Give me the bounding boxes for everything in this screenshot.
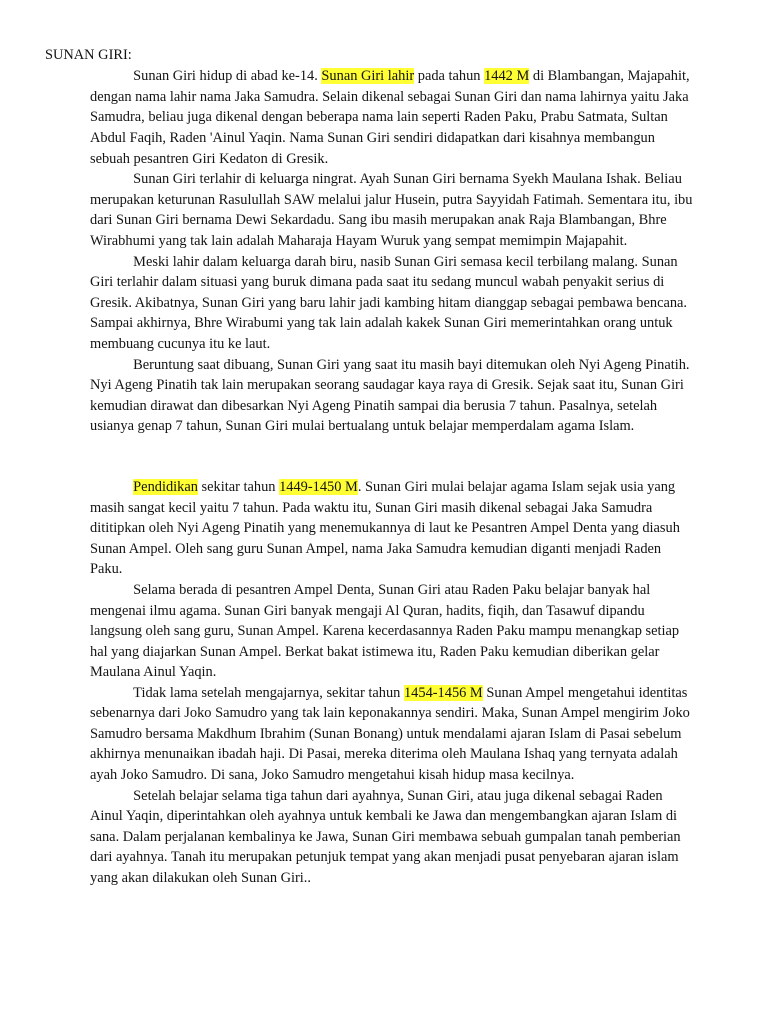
text-segment: pada tahun [414,68,485,84]
text-segment: membuang cucunya itu ke laut. [90,336,271,352]
text-line [90,725,681,743]
text-segment: dititipkan oleh Nyi Ageng Pinatih yang menemukannya di laut ke Pesantren Ampel Denta yang diasuh [90,520,680,536]
text-line [90,129,655,147]
text-segment: Tidak lama setelah mengajarnya, sekitar tahun [90,685,404,701]
text-segment [90,479,133,495]
text-line [90,108,668,126]
text-line [90,417,634,435]
text-line [90,581,650,599]
text-line [90,560,122,578]
text-segment: kemudian dirawat dan dibesarkan Nyi Ageng Pinatih sampai dia berusia 7 tahun. Pasalnya, setelah [90,398,658,414]
text-segment: Paku. [90,561,123,577]
highlighted-text: 1454-1456 M [403,685,483,701]
highlighted-text: 1449-1450 M [279,479,358,495]
text-segment: Meski lahir dalam keluarga darah biru, nasib Sunan Giri semasa kecil terbilang malang. Sunan [90,254,678,270]
text-line [90,602,645,620]
text-segment: Giri terlahir dalam situasi yang buruk dimana pada saat itu sedang muncul wabah penyakit serius di [90,274,665,290]
text-line [90,273,664,291]
text-segment: hal yang diajarkan Sunan Ampel. Berkat bakat istimewa itu, Raden Paku kemudian diberikan gelar [90,644,660,660]
text-segment: Sunan Ampel mengetahui identitas [482,685,688,701]
text-line [90,519,680,537]
text-line [90,704,690,722]
text-line [90,478,675,496]
text-line [90,88,689,106]
text-segment: langsung oleh sang guru, Sunan Ampel. Karena kecerdasannya Raden Paku mampu menangkap setiap [90,623,680,639]
text-line [90,745,678,763]
text-segment: Sampai akhirnya, Bhre Wirabumi yang tak lain adalah kakek Sunan Giri memerintahkan orang untuk [90,315,673,331]
text-segment: sebenarnya dari Joko Samudro yang tak lain keponakannya sendiri. Maka, Sunan Ampel mengirim Joko [90,705,690,721]
text-line [90,397,657,415]
text-line [90,622,679,640]
highlighted-text: Pendidikan [133,479,198,495]
text-line [90,643,659,661]
text-segment: dari Sunan Giri bernama Dewi Sekardadu. Sang ibu masih merupakan anak Raja Blambangan, Bhre [90,212,667,228]
text-line [90,663,216,681]
text-segment: dengan nama lahir nama Jaka Samudra. Selain dikenal sebagai Sunan Giri dan nama lahirnya yaitu Jaka [90,89,689,105]
highlighted-text: 1442 M [484,68,530,84]
text-line [90,67,690,85]
text-segment: Sunan Ampel. Oleh sang guru Sunan Ampel, nama Jaka Samudra kemudian diganti menjadi Raden [90,541,662,557]
text-segment: sekitar tahun [197,479,280,495]
text-segment: Samudro bersama Makdhum Ibrahim (Sunan Bonang) untuk mendalami ajaran Islam di Pasai sebelum [90,726,682,742]
text-segment: mengenai ilmu agama. Sunan Giri banyak mengaji Al Quran, hadits, fiqih, dan Tasawuf dipandu [90,603,645,619]
text-line [90,766,574,784]
text-segment: Sunan Giri hidup di abad ke-14. [90,68,322,84]
text-line [90,376,684,394]
text-segment: Samudra, beliau juga dikenal dengan beberapa nama lain seperti Raden Paku, Prabu Satmata, Sultan [90,109,668,125]
text-line [90,211,667,229]
text-segment: Beruntung saat dibuang, Sunan Giri yang saat itu masih bayi ditemukan oleh Nyi Ageng Pinatih. [90,357,690,373]
text-line [90,294,687,312]
text-line [90,232,627,250]
text-line [90,191,692,209]
text-segment: Abdul Faqih, Raden 'Ainul Yaqin. Nama Sunan Giri sendiri didapatkan dari kisahnya membangun [90,130,655,146]
text-segment: Ainul Yaqin, diperintahkan oleh ayahnya untuk kembali ke Jawa dan mengembangkan ajaran Islam di [90,808,678,824]
text-segment: sebuah pesantren Giri Kedaton di Gresik. [90,151,329,167]
text-line [90,170,682,188]
text-segment: Nyi Ageng Pinatih tak lain merupakan seorang saudagar kaya raya di Gresik. Sejak saat itu, Sunan Giri [90,377,684,393]
text-segment: yang akan dilakukan oleh Sunan Giri.. [90,870,312,886]
text-segment: . Sunan Giri mulai belajar agama Islam sejak usia yang [357,479,676,495]
document-title: SUNAN GIRI: [45,47,132,63]
text-line [90,828,681,846]
text-segment: Selama berada di pesantren Ampel Denta, Sunan Giri atau Raden Paku belajar banyak hal [90,582,651,598]
text-line [90,684,687,702]
text-segment: Setelah belajar selama tiga tahun dari ayahnya, Sunan Giri, atau juga dikenal sebagai Raden [90,788,663,804]
text-segment: akhirnya menunaikan ibadah haji. Di Pasai, mereka diterima oleh Maulana Ishaq yang ternyata adalah [90,746,678,762]
text-segment: Maulana Ainul Yaqin. [90,664,217,680]
text-line [90,787,663,805]
text-segment: sana. Dalam perjalanan kembalinya ke Jawa, Sunan Giri membawa sebuah gumpalan tanah pemberian [90,829,681,845]
highlighted-text: Sunan Giri lahir [321,68,415,84]
text-segment: ayah Joko Samudro. Di sana, Joko Samudro mengetahui kisah hidup masa kecilnya. [90,767,575,783]
text-segment: Wirabhumi yang tak lain adalah Maharaja Hayam Wuruk yang sempat memimpin Majapahit. [90,233,628,249]
text-line [90,540,661,558]
text-line [90,499,652,517]
text-line [90,356,690,374]
text-line [90,253,678,271]
text-segment: usianya genap 7 tahun, Sunan Giri mulai bertualang untuk belajar memperdalam agama Islam. [90,418,635,434]
text-segment: masih sangat kecil yaitu 7 tahun. Pada waktu itu, Sunan Giri masih dikenal sebagai Jaka Samudra [90,500,653,516]
text-line [90,807,677,825]
text-segment: merupakan keturunan Rasulullah SAW melalui jalur Husein, putra Sayyidah Fatimah. Sementara itu, ibu [90,192,693,208]
text-line [90,869,311,887]
text-segment: Sunan Giri terlahir di keluarga ningrat. Ayah Sunan Giri bernama Syekh Maulana Ishak. Beliau [90,171,682,187]
text-line [90,150,328,168]
text-line [90,314,673,332]
text-segment: di Blambangan, Majapahit, [529,68,690,84]
text-line [90,335,270,353]
text-segment: Gresik. Akibatnya, Sunan Giri yang baru lahir jadi kambing hitam dianggap sebagai pembawa bencana. [90,295,688,311]
text-line [90,848,679,866]
text-segment: dari ayahnya. Tanah itu merupakan petunjuk tempat yang akan menjadi pusat penyebaran ajaran islam [90,849,679,865]
